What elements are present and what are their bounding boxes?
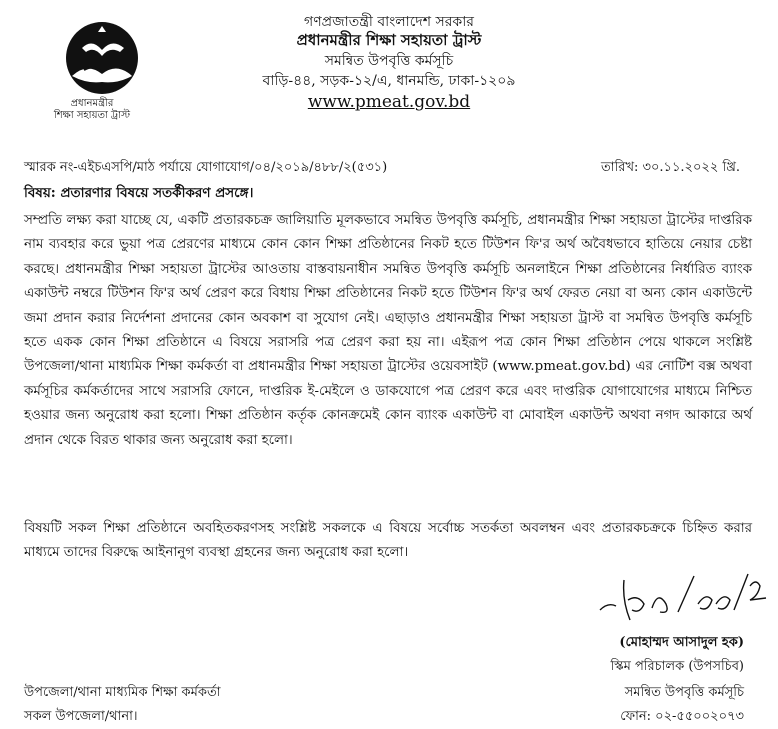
body-paragraph-1: সম্প্রতি লক্ষ্য করা যাচ্ছে যে, একটি প্রতারকচক্র জালিয়াতি মূলকভাবে সমন্বিত উপবৃত্তি কর্মসূচি, প্রধানমন্ত্রীর শিক্ষা সহায়তা ট্রাস্টের দাপ্তরিক নাম ব্যবহার করে ভুয়া পত্র প্রেরণের মাধ্যমে কোন কোন শিক্ষা প্রতিষ্ঠানের নিকট হতে টিউশন ফি'র অর্থ অবৈধভাবে হাতিয়ে নেয়ার চেষ্টা করছে। প্রধানমন্ত্রীর শিক্ষা সহায়তা ট্রাস্টের আওতায় বাস্তবায়নাধীন সমন্বিত উপবৃত্তি কর্মসূচি অনলাইনে শিক্ষা প্রতিষ্ঠানের নির্ধারিত ব্যাংক একাউন্ট নম্বরে টিউশন ফি'র অর্থ প্রেরণ করে বিধায় শিক্ষা প্রতিষ্ঠানের নিকট হতে টিউশন ফি'র অর্থ ফেরত নেয়া বা অন্য কোন একাউন্টে জমা প্রদান করার নির্দেশনা প্রদানের কোন অবকাশ বা সুযোগ নেই। এছাড়াও প্রধানমন্ত্রীর শিক্ষা সহায়তা ট্রাস্ট বা সমন্বিত উপবৃত্তি কর্মসূচি হতে একক কোন শিক্ষা প্রতিষ্ঠানে এ বিষয়ে সরাসরি পত্র প্রেরণ করা হয় না। এইরূপ পত্র কোন শিক্ষা প্রতিষ্ঠান পেয়ে থাকলে সংশ্লিষ্ট উপজেলা/থানা মাধ্যমিক শিক্ষা কর্মকর্তা বা প্রধানমন্ত্রীর শিক্ষা সহায়তা ট্রাস্টের ওয়েবসাইট (www.pmeat.gov.bd) এর নোটিশ বক্স অথবা কর্মসূচির কর্মকর্তাদের সাথে সরাসরি ফোনে, দাপ্তরিক ই-মেইলে ও ডাকযোগে পত্র প্রেরণ করে এবং দাপ্তরিক যোগাযোগের মাধ্যমে নিশ্চিত হওয়ার জন্য অনুরোধ করা হলো। শিক্ষা প্রতিষ্ঠান কর্তৃক কোনক্রমেই কোন ব্যাংক একাউন্ট বা মোবাইল একাউন্ট অথবা নগদ আকারে অর্থ প্রদান থেকে বিরত থাকার জন্য অনুরোধ করা হলো।	[24, 213, 752, 448]
logo-caption-line1: প্রধানমন্ত্রীর	[70, 98, 114, 109]
logo-caption	[32, 98, 152, 122]
letter-date: তারিখ: ৩০.১১.২০২২ খ্রি.	[601, 160, 740, 175]
signatory-designation: স্কিম পরিচালক (উপসচিব)	[610, 659, 744, 674]
signatory-office: সমন্বিত উপবৃত্তি কর্মসূচি	[624, 685, 744, 700]
signatory-phone: ফোন: ০২-৫৫০০২০৭৩	[620, 709, 744, 724]
letter-subject: বিষয়: প্রতারণার বিষয়ে সতর্কীকরণ প্রসঙ্গে।	[24, 185, 254, 201]
website-link[interactable]: www.pmeat.gov.bd	[307, 92, 471, 112]
signatory-name: (মোহাম্মদ আসাদুল হক)	[619, 635, 744, 650]
recipient-line-2: সকল উপজেলা/থানা।	[24, 709, 138, 724]
handwritten-signature-icon	[594, 570, 774, 625]
recipient-line-1: উপজেলা/থানা মাধ্যমিক শিক্ষা কর্মকর্তা	[24, 685, 221, 700]
body-paragraph-2: বিষয়টি সকল শিক্ষা প্রতিষ্ঠানে অবহিতকরণসহ সংশ্লিষ্ট সকলকে এ বিষয়ে সর্বোচ্চ সতর্কতা অবলম্বন এবং প্রতারকচক্রকে চিহ্নিত করার মাধ্যমে তাদের বিরুদ্ধে আইনানুগ ব্যবস্থা গ্রহনের জন্য অনুরোধ করা হলো।	[24, 521, 752, 561]
memo-number: স্মারক নং-এইচএসপি/মাঠ পর্যায়ে যোগাযোগ/০৪/২০১৯/৪৮৮/২(৫৩১)	[24, 160, 388, 175]
program-title: সমন্বিত উপবৃত্তি কর্মসূচি	[324, 53, 454, 69]
govt-title: গণপ্রজাতন্ত্রী বাংলাদেশ সরকার	[304, 14, 474, 30]
office-address: বাড়ি-৪৪, সড়ক-১২/এ, ধানমন্ডি, ঢাকা-১২০৯	[262, 73, 516, 89]
logo-caption-line2: শিক্ষা সহায়তা ট্রাস্ট	[53, 110, 131, 121]
trust-title: প্রধানমন্ত্রীর শিক্ষা সহায়তা ট্রাস্ট	[296, 31, 482, 49]
